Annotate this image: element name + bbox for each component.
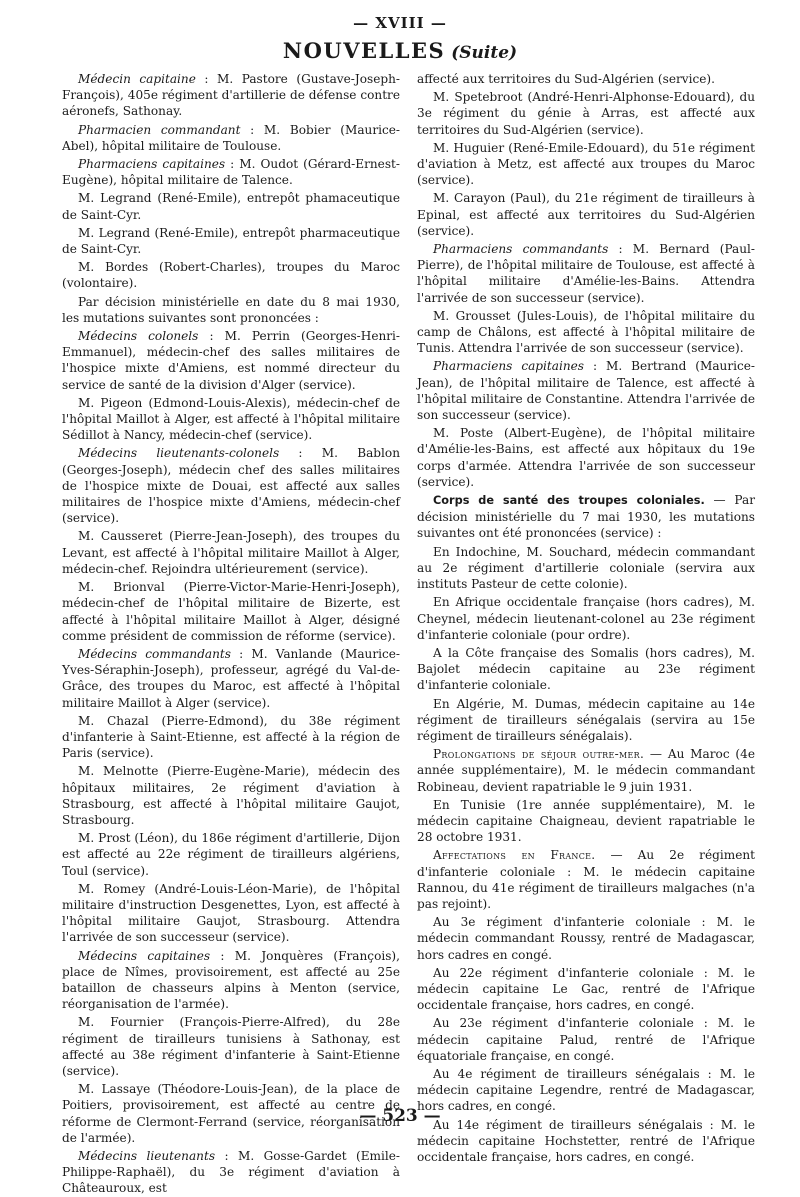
paragraph xyxy=(62,763,400,828)
paragraph-text: affecté aux territoires du Sud-Algérien (service). xyxy=(417,72,715,86)
paragraph-text: Au 22e régiment d'infanterie coloniale : M. le médecin capitaine Le Gac, rentré de l'Afrique occidentale française, hors cadres, en congé. xyxy=(417,965,755,1013)
paragraph-text: M. Bordes (Robert-Charles), troupes du Maroc (volontaire). xyxy=(62,260,400,291)
paragraph-label: Affectations en France. xyxy=(433,848,596,863)
paragraph xyxy=(62,190,400,222)
paragraph-label: Pharmaciens capitaines xyxy=(433,359,585,374)
paragraph-text: : M. Gosse-Gardet (Emile-Philippe-Raphaël), du 3e régiment d'aviation à Châteauroux, est xyxy=(62,1149,400,1196)
paragraph xyxy=(62,646,400,711)
paragraph xyxy=(62,71,400,120)
paragraph-text: En Afrique occidentale française (hors cadres), M. Cheynel, médecin lieutenant-colonel au 23e régiment d'infanterie coloniale (pour ordre). xyxy=(417,595,755,642)
paragraph xyxy=(417,965,755,1014)
paragraph xyxy=(417,544,755,593)
paragraph-text: En Tunisie (1re année supplémentaire), M. le médecin capitaine Chaigneau, devient rapatriable le 28 octobre 1931. xyxy=(417,797,755,845)
paragraph-text: M. Carayon (Paul), du 21e régiment de tirailleurs à Epinal, est affecté aux territoires du Sud-Algérien (service). xyxy=(417,191,755,238)
paragraph-text: : M. Bernard (Paul-Pierre), de l'hôpital militaire de Toulouse, est affecté à l'hôpital militaire d'Amélie-les-Bains. Attendra l'arrivée de son successeur (service). xyxy=(417,242,756,305)
paragraph xyxy=(417,241,755,306)
paragraph-text: Au 23e régiment d'infanterie coloniale : M. le médecin capitaine Palud, rentré de l'Afrique équatoriale française, en congé. xyxy=(417,1016,755,1063)
paragraph-text: M. Grousset (Jules-Louis), de l'hôpital militaire du camp de Châlons, est affecté à l'hôpital militaire de Tunis. Attendra l'arrivée de son successeur (service). xyxy=(417,308,755,356)
paragraph-text: M. Spetebroot (André-Henri-Alphonse-Edouard), du 3e régiment du génie à Arras, est affecté aux territoires du Sud-Algérien (service). xyxy=(417,90,755,137)
paragraph-label: Médecins lieutenants-colonels xyxy=(78,446,280,461)
page-number: — 523 — xyxy=(359,1106,441,1126)
paragraph-text: — Au 2e régiment d'infanterie coloniale : M. le médecin capitaine Rannou, du 41e régiment de tirailleurs malgaches (n'a pas rejoint). xyxy=(417,848,756,911)
paragraph xyxy=(62,713,400,762)
right-column xyxy=(417,71,756,1164)
paragraph-text: : M. Perrin (Georges-Henri-Emmanuel), médecin-chef des salles militaires de l'hospice mixte d'Amiens, est nommé directeur du service de santé de la division d'Alger (service). xyxy=(62,329,400,392)
paragraph-text: — Au Maroc (4e année supplémentaire), M. le médecin commandant Robineau, devient rapatriable le 9 juin 1931. xyxy=(417,747,755,794)
paragraph-text: M. Romey (André-Louis-Léon-Marie), de l'hôpital militaire d'instruction Desgenettes, Lyon, est affecté à l'hôpital militaire Gaujot, Strasbourg. Attendra l'arrivée de son successeur (service). xyxy=(62,881,400,945)
paragraph-text: Au 3e régiment d'infanterie coloniale : M. le médecin commandant Roussy, rentré de Madagascar, hors cadres en congé. xyxy=(417,915,755,962)
title-main: NOUVELLES xyxy=(282,38,446,63)
paragraph-text: M. Huguier (René-Emile-Edouard), du 51e régiment d'aviation à Metz, est affecté aux troupes du Maroc (service). xyxy=(417,140,755,188)
paragraph-label: Pharmaciens capitaines xyxy=(78,157,226,172)
paragraph-label: Corps de santé des troupes coloniales. xyxy=(433,494,705,508)
paragraph-text: : M. Vanlande (Maurice-Yves-Séraphin-Joseph), professeur, agrégé du Val-de-Grâce, des troupes du Maroc, est affecté à l'hôpital militaire Maillot à Alger (service). xyxy=(62,646,400,710)
paragraph xyxy=(62,948,400,1013)
paragraph-text: : M. Jonquères (François), place de Nîmes, provisoirement, est affecté au 25e bataillon de chasseurs alpins à Menton (service, réorganisation de l'armée). xyxy=(62,948,400,1012)
paragraph xyxy=(62,122,400,154)
paragraph-text: M. Brionval (Pierre-Victor-Marie-Henri-Joseph), médecin-chef de l'hôpital militaire de Bizerte, est affecté à l'hôpital militaire Maillot à Alger, désigné comme président de commission de réforme (service). xyxy=(62,580,400,643)
paragraph xyxy=(62,830,400,879)
paragraph xyxy=(417,358,755,423)
paragraph-label: Médecin capitaine xyxy=(78,72,196,86)
paragraph xyxy=(417,190,755,239)
paragraph xyxy=(417,746,755,795)
paragraph xyxy=(62,328,400,393)
paragraph-text: Au 14e régiment de tirailleurs sénégalais : M. le médecin capitaine Hochstetter, rentré de l'Afrique occidentale française, hors cadres, en congé. xyxy=(417,1117,755,1164)
paragraph-text: M. Prost (Léon), du 186e régiment d'artillerie, Dijon est affecté au 22e régiment de tirailleurs algériens, Toul (service). xyxy=(62,831,400,878)
paragraph xyxy=(62,156,400,188)
paragraph xyxy=(417,914,755,963)
paragraph-text: En Indochine, M. Souchard, médecin commandant au 2e régiment d'artillerie coloniale (servira aux instituts Pasteur de cette colonie). xyxy=(417,544,755,592)
paragraph xyxy=(62,294,400,326)
title-suite: (Suite) xyxy=(451,43,518,63)
paragraph xyxy=(417,89,755,138)
paragraph-label: Médecins colonels xyxy=(78,329,199,344)
paragraph-label: Pharmaciens commandants xyxy=(433,242,609,257)
paragraph xyxy=(417,847,755,912)
paragraph xyxy=(417,594,755,643)
paragraph xyxy=(62,225,400,257)
page-header: — XVIII — xyxy=(353,14,447,32)
paragraph-label: Médecins commandants xyxy=(78,646,232,661)
paragraph-text: En Algérie, M. Dumas, médecin capitaine au 14e régiment de tirailleurs sénégalais (servira au 15e régiment de tirailleurs sénégalais). xyxy=(417,696,755,743)
paragraph xyxy=(417,308,755,357)
paragraph-text: : M. Bobier (Maurice-Abel), hôpital militaire de Toulouse. xyxy=(62,122,400,153)
paragraph xyxy=(62,1148,400,1197)
page-title xyxy=(0,38,800,63)
paragraph xyxy=(417,71,755,87)
paragraph-text: M. Poste (Albert-Eugène), de l'hôpital militaire d'Amélie-les-Bains, est affecté aux hôpitaux du 19e corps d'armée. Attendra l'arrivée de son successeur (service). xyxy=(417,426,755,489)
paragraph-text: : M. Bablon (Georges-Joseph), médecin chef des salles militaires de l'hospice mixte de Douai, est affecté aux salles militaires de l'hospice mixte d'Amiens, médecin-chef (service). xyxy=(62,446,400,526)
paragraph xyxy=(417,696,755,745)
paragraph-text: : M. Oudot (Gérard-Ernest-Eugène), hôpital militaire de Talence. xyxy=(62,157,400,188)
paragraph-text: M. Causseret (Pierre-Jean-Joseph), des troupes du Levant, est affecté à l'hôpital militaire Maillot à Alger, médecin-chef. Rejoindra ultérieurement (service). xyxy=(62,529,400,576)
paragraph xyxy=(62,1014,400,1079)
paragraph-text: M. Chazal (Pierre-Edmond), du 38e régiment d'infanterie à Saint-Etienne, est affecté à la région de Paris (service). xyxy=(62,713,400,761)
paragraph xyxy=(417,140,755,189)
paragraph-label: Pharmacien commandant xyxy=(78,122,241,137)
paragraph xyxy=(417,645,755,694)
paragraph xyxy=(62,445,400,526)
paragraph-label: Médecins capitaines xyxy=(78,948,211,963)
paragraph-text: M. Fournier (François-Pierre-Alfred), du 28e régiment de tirailleurs tunisiens à Sathonay, est affecté au 38e régiment d'infanterie à Saint-Etienne (service). xyxy=(62,1015,400,1078)
paragraph-text: A la Côte française des Somalis (hors cadres), M. Bajolet médecin capitaine au 23e régiment d'infanterie coloniale. xyxy=(417,645,755,693)
paragraph-text: M. Melnotte (Pierre-Eugène-Marie), médecin des hôpitaux militaires, 2e régiment d'aviation à Strasbourg, est affecté à l'hôpital militaire Gaujot, Strasbourg. xyxy=(62,764,400,827)
paragraph-text: Au 4e régiment de tirailleurs sénégalais : M. le médecin capitaine Legendre, rentré de Madagascar, hors cadres, en congé. xyxy=(417,1066,755,1114)
paragraph xyxy=(417,1015,755,1064)
paragraph xyxy=(417,492,755,542)
paragraph-text: Par décision ministérielle en date du 8 mai 1930, les mutations suivantes sont prononcées : xyxy=(62,294,400,325)
paragraph-text: M. Pigeon (Edmond-Louis-Alexis), médecin-chef de l'hôpital Maillot à Alger, est affecté à l'hôpital militaire Sédillot à Nancy, médecin-chef (service). xyxy=(62,395,400,443)
paragraph xyxy=(62,528,400,577)
paragraph-text: : M. Pastore (Gustave-Joseph-François), 405e régiment d'artillerie de défense contre aéronefs, Sathonay. xyxy=(62,72,400,119)
paragraph-label: Médecins lieutenants xyxy=(78,1149,216,1163)
paragraph-text: M. Legrand (René-Emile), entrepôt pharmaceutique de Saint-Cyr. xyxy=(62,225,400,257)
paragraph xyxy=(62,395,400,444)
paragraph-label: Prolongations de séjour outre-mer. xyxy=(433,747,645,762)
paragraph xyxy=(417,425,755,490)
paragraph-text: M. Legrand (René-Emile), entrepôt phamaceutique de Saint-Cyr. xyxy=(62,191,400,222)
paragraph xyxy=(417,797,755,846)
paragraph xyxy=(62,579,400,644)
paragraph-text: : M. Bertrand (Maurice-Jean), de l'hôpital militaire de Talence, est affecté à l'hôpital militaire de Constantine. Attendra l'arrivée de son successeur (service). xyxy=(417,359,756,423)
paragraph-text: M. Lassaye (Théodore-Louis-Jean), de la place de Poitiers, provisoirement, est affecté au centre de réforme de Clermont-Ferrand (service, réorganisation de l'armée). xyxy=(62,1082,400,1145)
paragraph xyxy=(62,259,400,291)
paragraph xyxy=(62,881,400,946)
paragraph-text: — Par décision ministérielle du 7 mai 1930, les mutations suivantes ont été prononcées (service) : xyxy=(417,493,755,541)
